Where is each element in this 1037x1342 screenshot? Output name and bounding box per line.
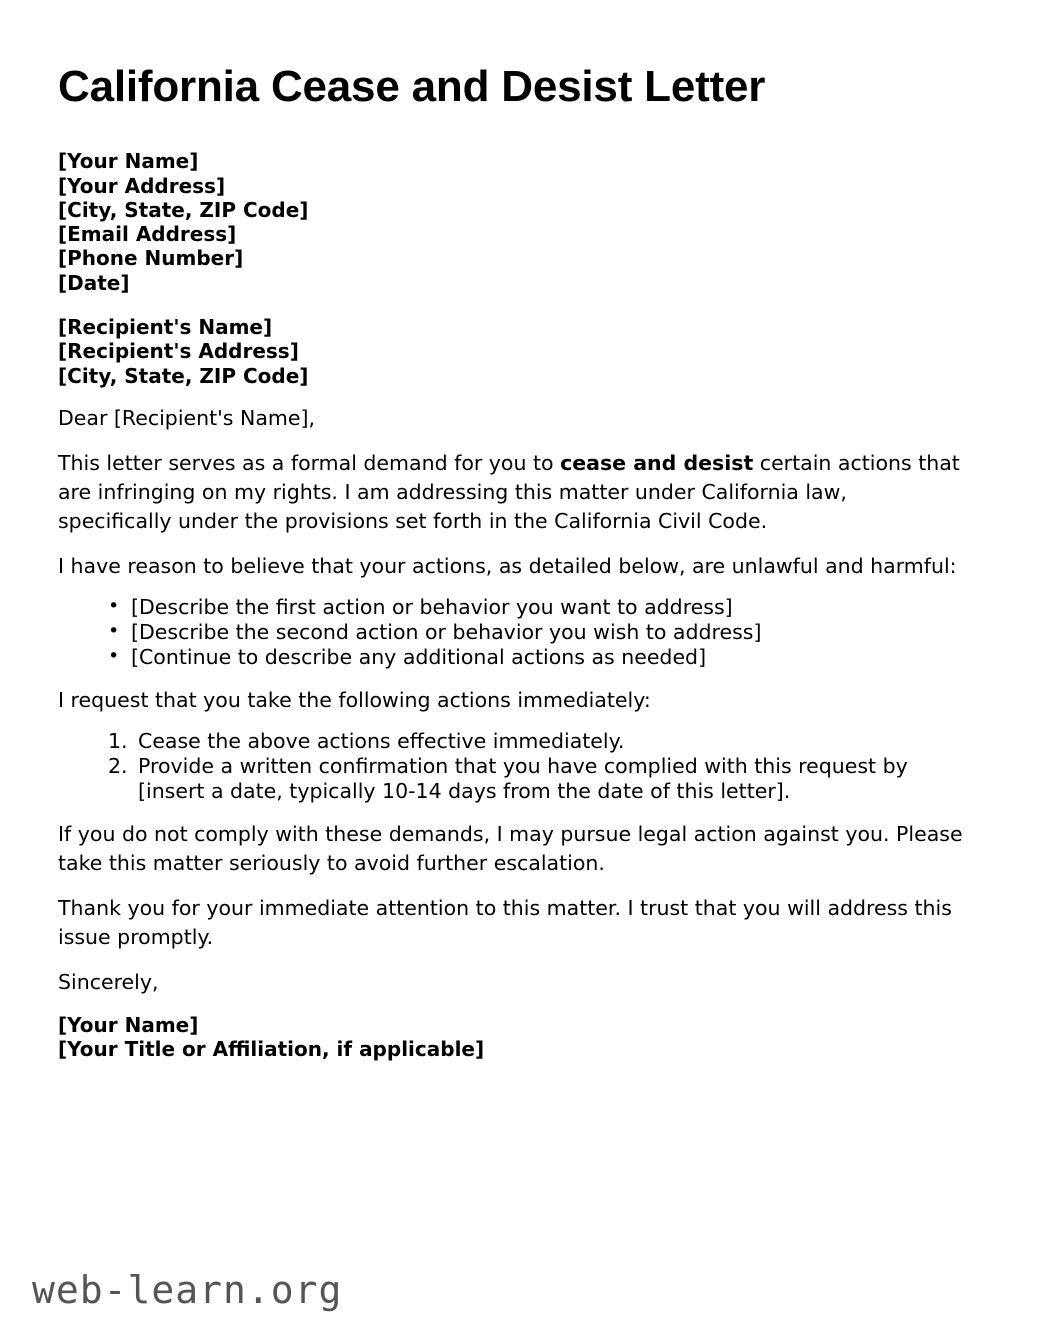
signature-line-title: [Your Title or Affiliation, if applicable] <box>58 1037 485 1062</box>
intro-text-after-bold: certain actions that are infringing on my rights. I am addressing this matter under California law, specifically under the provisions set forth in the California Civil Code. <box>58 450 960 533</box>
intro-paragraph <box>58 449 963 536</box>
list-item: • [Continue to describe any additional actions as needed] <box>108 645 977 670</box>
allegations-list <box>58 595 977 670</box>
sender-line-email: [Email Address] <box>58 222 237 247</box>
recipient-line-name: [Recipient's Name] <box>58 315 273 340</box>
allegations-lead-in: I have reason to believe that your actions, as detailed below, are unlawful and harmful: <box>58 553 957 578</box>
thanks-paragraph: Thank you for your immediate attention to this matter. I trust that you will address this issue promptly. <box>58 895 952 949</box>
signature-line-name: [Your Name] <box>58 1012 199 1037</box>
spacer-sender-recipient <box>58 295 977 315</box>
spacer-before-allegations-lead <box>58 536 977 552</box>
spacer-before-signature <box>58 997 977 1013</box>
demands-list <box>58 729 977 804</box>
site-watermark: web-learn.org <box>32 1268 343 1312</box>
spacer-before-consequences <box>58 804 977 820</box>
intro-text-before-bold: This letter serves as a formal demand for you to <box>58 450 561 475</box>
recipient-line-city-state-zip: [City, State, ZIP Code] <box>58 363 309 388</box>
list-item: Cease the above actions effective immediately. <box>138 728 625 753</box>
spacer-before-intro <box>58 433 977 449</box>
sender-line-name: [Your Name] <box>58 149 199 174</box>
demands-lead-in: I request that you take the following actions immediately: <box>58 687 651 712</box>
spacer-before-closing <box>58 952 977 968</box>
closing-salutation: Sincerely, <box>58 969 159 994</box>
recipient-line-address: [Recipient's Address] <box>58 339 299 364</box>
list-item: • [Describe the first action or behavior you want to address] <box>108 595 977 620</box>
spacer-before-salutation <box>58 388 977 404</box>
sender-line-phone: [Phone Number] <box>58 246 244 271</box>
recipient-address-block <box>58 315 977 388</box>
signature-block <box>58 1013 977 1062</box>
sender-line-date: [Date] <box>58 270 130 295</box>
spacer-before-demands-lead <box>58 670 977 686</box>
list-item: • [Describe the second action or behavior you wish to address] <box>108 620 977 645</box>
sender-line-city-state-zip: [City, State, ZIP Code] <box>58 197 309 222</box>
intro-bold-phrase: cease and desist <box>560 450 754 475</box>
sender-line-address: [Your Address] <box>58 173 226 198</box>
spacer-before-allegations-list <box>58 581 977 595</box>
spacer-before-demands-list <box>58 715 977 729</box>
consequences-paragraph: If you do not comply with these demands, I may pursue legal action against you. Please take this matter seriously to avoid further escalation. <box>58 821 963 875</box>
spacer-before-thanks <box>58 878 977 894</box>
sender-address-block <box>58 149 977 295</box>
list-item: Provide a written confirmation that you have complied with this request by [insert a date, typically 10-14 days from the date of this letter]. <box>138 753 908 803</box>
page-title: California Cease and Desist Letter <box>58 62 766 111</box>
salutation: Dear [Recipient's Name], <box>58 405 315 430</box>
